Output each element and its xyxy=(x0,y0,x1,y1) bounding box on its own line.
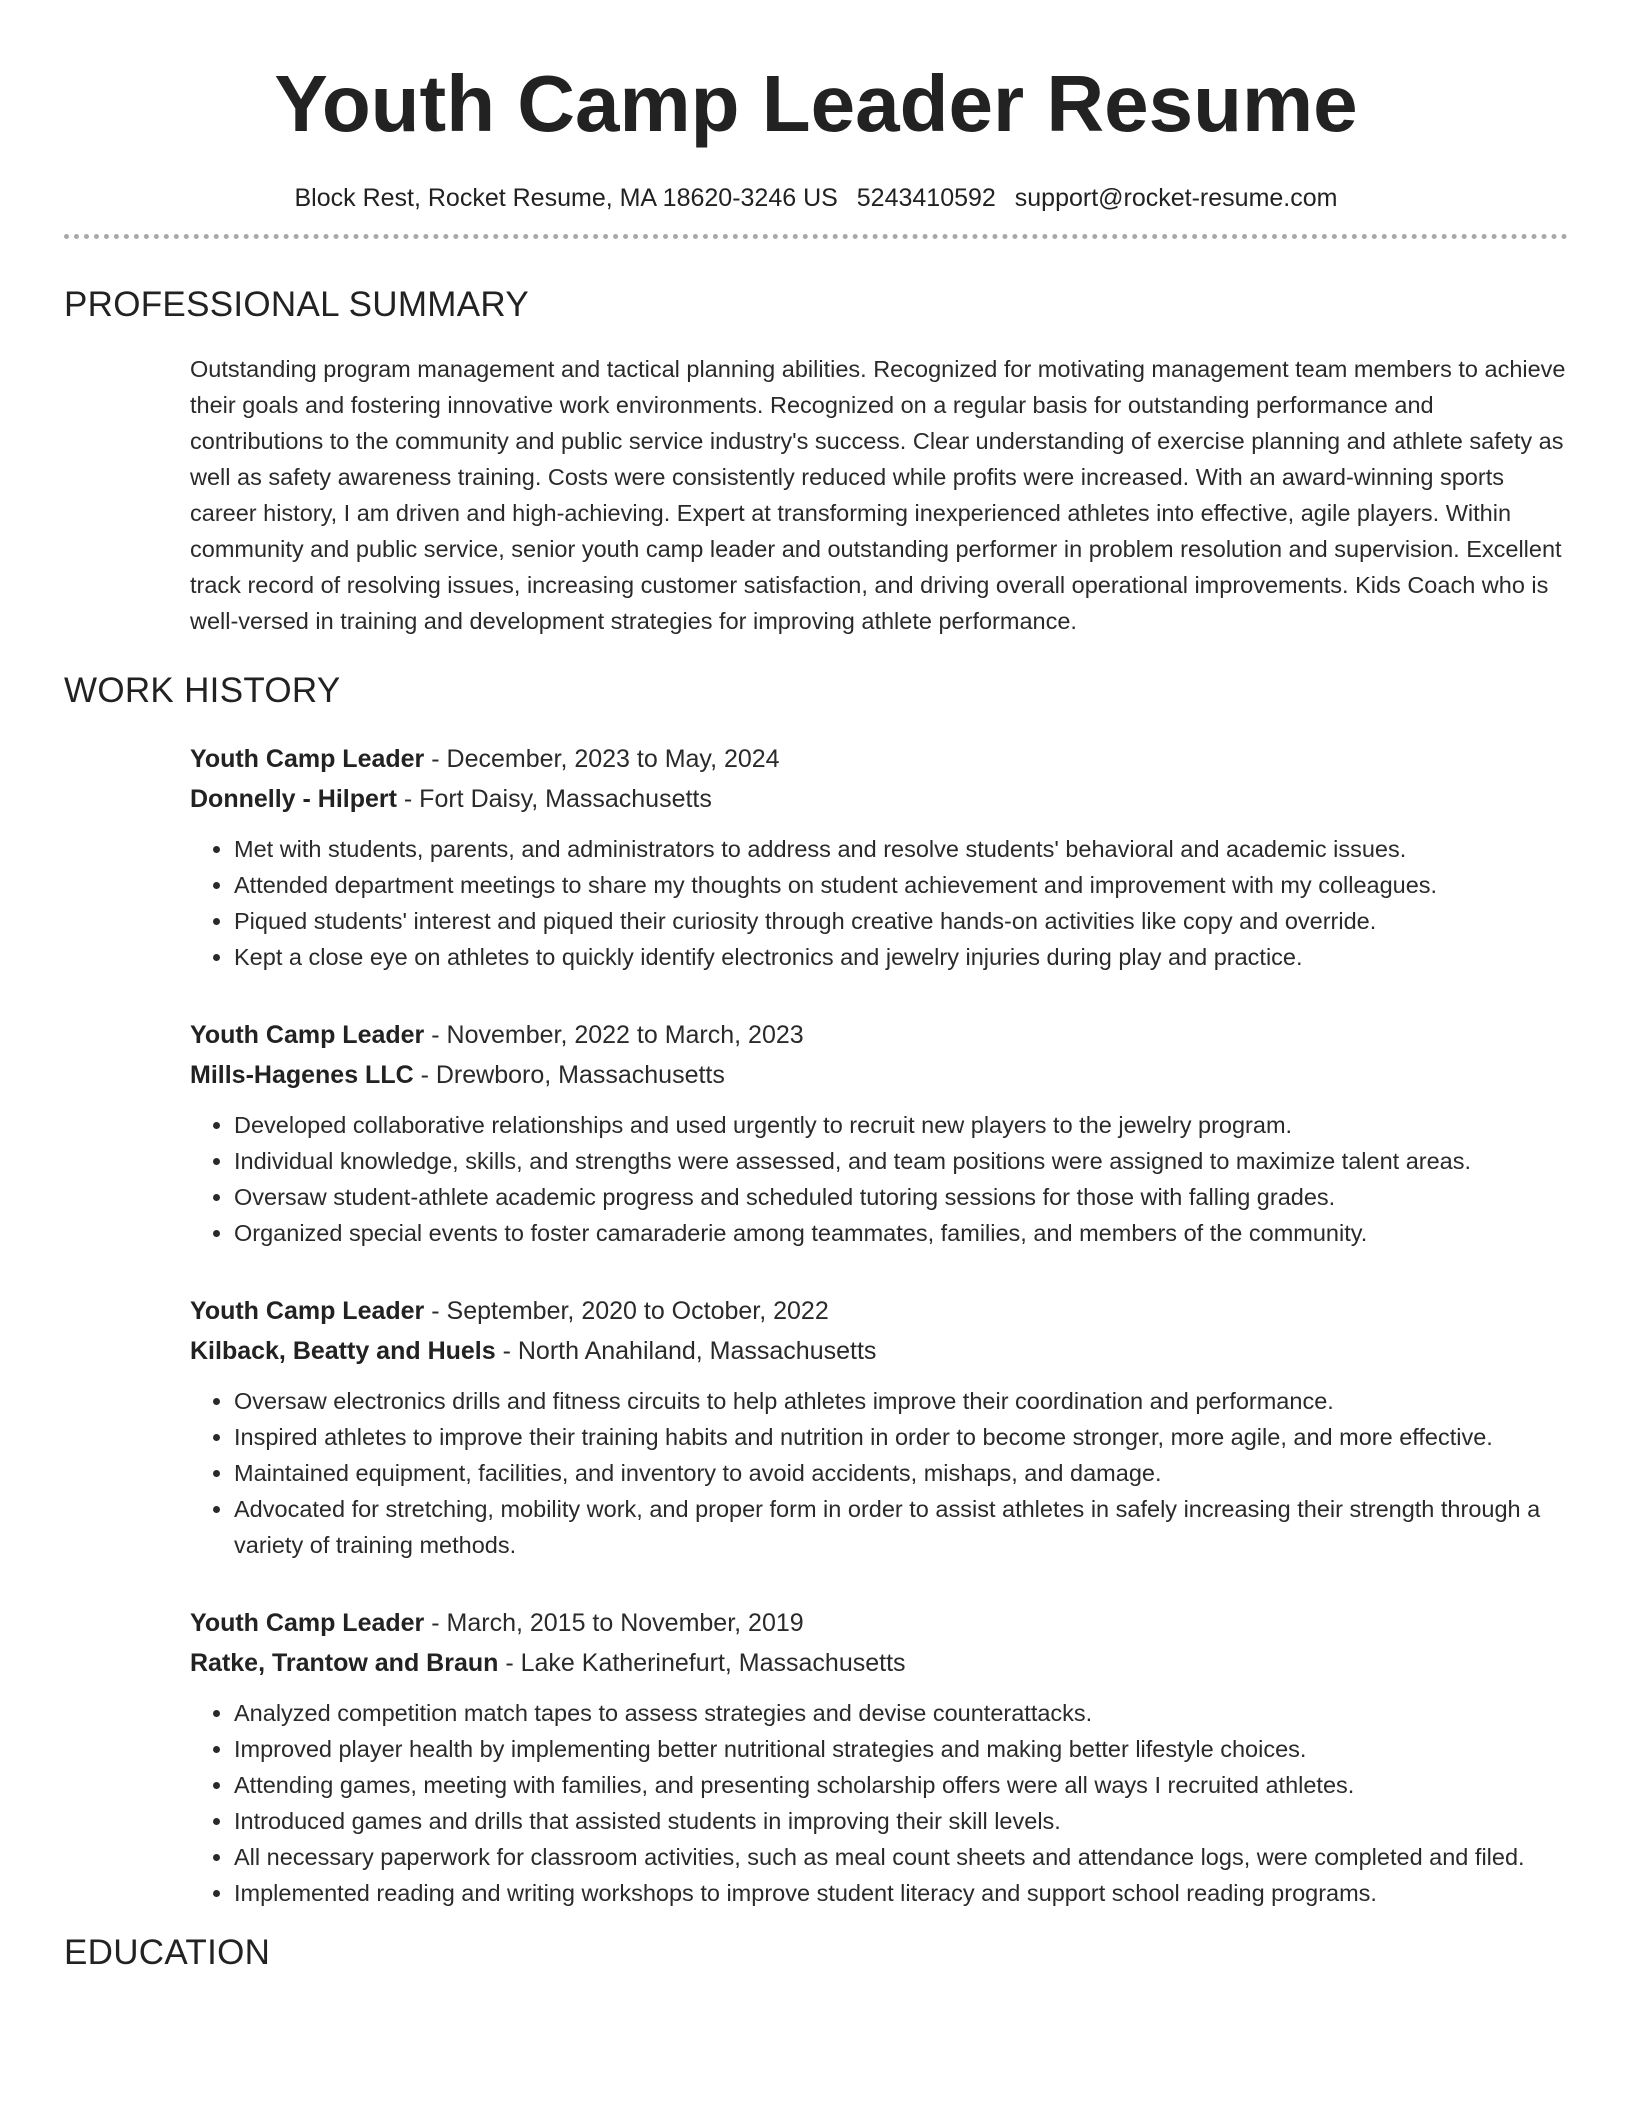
job-location: - Drewboro, Massachusetts xyxy=(413,1061,725,1089)
job-bullet: • Advocated for stretching, mobility work, and proper form in order to assist athletes in safely increasing their strength through a variety of training methods. xyxy=(234,1491,1568,1563)
summary-text: Outstanding program management and tactical planning abilities. Recognized for motivating management team members to achieve their goals and fostering innovative work environments. Recognized on a regular basis for outstanding performance and contributions to the community and public service industry's success. Clear understanding of exercise planning and athlete safety as well as safety awareness training. Costs were consistently reduced while profits were increased. With an award-winning sports career history, I am driven and high-achieving. Expert at transforming inexperienced athletes into effective, agile players. Within community and public service, senior youth camp leader and outstanding performer in problem resolution and supervision. Excellent track record of resolving issues, increasing customer satisfaction, and driving overall operational improvements. Kids Coach who is well-versed in training and development strategies for improving athlete performance. xyxy=(190,356,1566,634)
job-title-line xyxy=(190,739,1568,779)
job-entry xyxy=(190,1015,1568,1251)
job-entry xyxy=(190,1603,1568,1911)
job-dates: - March, 2015 to November, 2019 xyxy=(424,1609,804,1637)
job-title-line xyxy=(190,1015,1568,1055)
header-divider xyxy=(64,234,1568,239)
job-title: Youth Camp Leader xyxy=(190,745,425,773)
job-title: Youth Camp Leader xyxy=(190,1021,425,1049)
job-entry xyxy=(190,1291,1568,1563)
job-bullet: • Implemented reading and writing workshops to improve student literacy and support school reading programs. xyxy=(234,1875,1568,1911)
job-bullet: • Met with students, parents, and administrators to address and resolve students' behavioral and academic issues. xyxy=(234,831,1568,867)
job-bullet: • Introduced games and drills that assisted students in improving their skill levels. xyxy=(234,1803,1568,1839)
job-bullet: • Maintained equipment, facilities, and inventory to avoid accidents, mishaps, and damage. xyxy=(234,1455,1568,1491)
job-bullet: • Developed collaborative relationships and used urgently to recruit new players to the jewelry program. xyxy=(234,1107,1568,1143)
education-heading: EDUCATION xyxy=(64,1933,271,1972)
job-company: Kilback, Beatty and Huels xyxy=(190,1337,496,1365)
job-title-line xyxy=(190,1291,1568,1331)
job-bullet: • Organized special events to foster camaraderie among teammates, families, and members of the community. xyxy=(234,1215,1568,1251)
job-bullet: • All necessary paperwork for classroom activities, such as meal count sheets and attendance logs, were completed and filed. xyxy=(234,1839,1568,1875)
job-title: Youth Camp Leader xyxy=(190,1609,425,1637)
contact-line xyxy=(64,182,1568,214)
job-bullets xyxy=(190,1383,1568,1563)
contact-address: Block Rest, Rocket Resume, MA 18620-3246 US xyxy=(294,184,838,212)
job-bullets xyxy=(190,1695,1568,1911)
resume-page xyxy=(64,0,1568,1975)
job-location: - Fort Daisy, Massachusetts xyxy=(396,785,712,813)
summary-heading: PROFESSIONAL SUMMARY xyxy=(64,285,529,324)
job-bullet: • Individual knowledge, skills, and strengths were assessed, and team positions were assigned to maximize talent areas. xyxy=(234,1143,1568,1179)
job-bullets xyxy=(190,831,1568,975)
job-dates: - November, 2022 to March, 2023 xyxy=(424,1021,804,1049)
job-company-line xyxy=(190,1055,1568,1095)
job-bullet: • Kept a close eye on athletes to quickly identify electronics and jewelry injuries during play and practice. xyxy=(234,939,1568,975)
job-location: - Lake Katherinefurt, Massachusetts xyxy=(498,1649,906,1677)
job-bullet: • Analyzed competition match tapes to assess strategies and devise counterattacks. xyxy=(234,1695,1568,1731)
resume-title: Youth Camp Leader Resume xyxy=(274,59,1358,148)
job-company: Ratke, Trantow and Braun xyxy=(190,1649,499,1677)
contact-email: support@rocket-resume.com xyxy=(1014,184,1338,212)
job-company-line xyxy=(190,1643,1568,1683)
job-company-line xyxy=(190,779,1568,819)
job-company: Donnelly - Hilpert xyxy=(190,785,397,813)
job-bullets xyxy=(190,1107,1568,1251)
job-bullet: • Piqued students' interest and piqued their curiosity through creative hands-on activities like copy and override. xyxy=(234,903,1568,939)
job-bullet: • Oversaw electronics drills and fitness circuits to help athletes improve their coordination and performance. xyxy=(234,1383,1568,1419)
job-company-line xyxy=(190,1331,1568,1371)
job-bullet: • Oversaw student-athlete academic progress and scheduled tutoring sessions for those with falling grades. xyxy=(234,1179,1568,1215)
job-entry xyxy=(190,739,1568,975)
job-bullet: • Inspired athletes to improve their training habits and nutrition in order to become stronger, more agile, and more effective. xyxy=(234,1419,1568,1455)
job-bullet: • Improved player health by implementing better nutritional strategies and making better lifestyle choices. xyxy=(234,1731,1568,1767)
job-title-line xyxy=(190,1603,1568,1643)
job-list xyxy=(190,739,1568,1911)
job-bullet: • Attended department meetings to share my thoughts on student achievement and improvement with my colleagues. xyxy=(234,867,1568,903)
job-dates: - December, 2023 to May, 2024 xyxy=(424,745,780,773)
job-title: Youth Camp Leader xyxy=(190,1297,425,1325)
contact-phone: 5243410592 xyxy=(856,184,996,212)
job-bullet: • Attending games, meeting with families, and presenting scholarship offers were all ways I recruited athletes. xyxy=(234,1767,1568,1803)
job-location: - North Anahiland, Massachusetts xyxy=(495,1337,877,1365)
job-dates: - September, 2020 to October, 2022 xyxy=(424,1297,829,1325)
job-company: Mills-Hagenes LLC xyxy=(190,1061,414,1089)
work-history-heading: WORK HISTORY xyxy=(64,671,341,710)
